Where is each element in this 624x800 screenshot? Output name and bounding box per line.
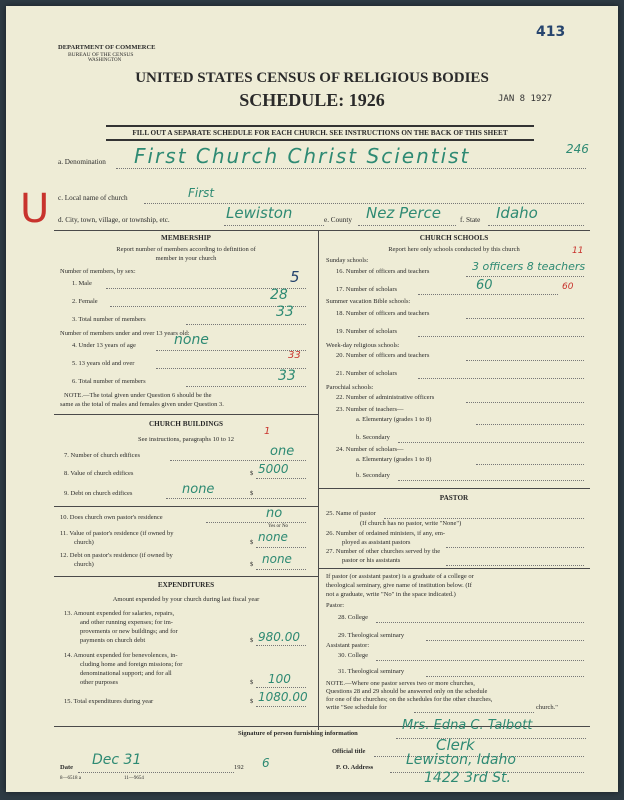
date-label: Date [60,764,73,771]
q20-label: 20. Number of officers and teachers [336,352,430,359]
membership-note-2: same as the total of males and females given under Question 3. [60,401,224,408]
q5-label: 5. 13 years old and over [72,360,135,367]
denomination-value: First Church Christ Scientist [134,144,471,168]
q13-label-2: and other running expenses; for im- [80,619,173,626]
q4-label: 4. Under 13 years of age [72,342,136,349]
q9-value: none [182,482,215,497]
q27-label-2: pastor or his assistants [342,557,401,564]
q11-dollar-sign: $ [250,539,254,546]
q14-label: 14. Amount expended for benevolences, in- [64,652,178,659]
members-by-age-label: Number of members under and over 13 years old: [60,330,190,337]
form-number: 8—6518 a [60,776,81,781]
pastor-heading: PASTOR [439,494,469,502]
state-value: Idaho [496,204,538,222]
q11-label-2: church) [74,539,94,546]
county-value: Nez Perce [366,204,442,222]
q22-label: 22. Number of administrative officers [336,394,435,401]
dept-name: DEPARTMENT OF COMMERCE [58,44,156,51]
po-address-value: Lewiston, Idaho [406,752,516,768]
schools-heading: CHURCH SCHOOLS [419,234,489,242]
q31-label: 31. Theological seminary [338,668,405,675]
pastor-note-5: church." [536,704,558,711]
expenditures-heading: EXPENDITURES [157,581,215,589]
local-name-value: First [188,186,215,200]
q16-label: 16. Number of officers and teachers [336,268,430,275]
graduate-instructions-3: not a graduate, write "No" in the space indicated.) [326,591,456,598]
q10-value: no [266,506,283,521]
q25-label: 25. Name of pastor [326,510,376,517]
form-title: UNITED STATES CENSUS OF RELIGIOUS BODIES [135,70,489,86]
q7-mark: 1 [264,426,271,437]
q18-label: 18. Number of officers and teachers [336,310,430,317]
q29-label: 29. Theological seminary [338,632,405,639]
margin-mark: U [20,186,50,232]
yes-no-caption: Yes or No [268,524,289,529]
q26-label: 26. Number of ordained ministers, if any, em- [326,530,446,537]
membership-intro: Report number of members according to definition of [116,246,256,253]
sunday-schools-label: Sunday schools: [326,257,369,264]
q8-value: 5000 [258,462,289,476]
q23b-label: b. Secondary [356,434,390,441]
q28-label: 28. College [338,614,368,621]
year-prefix: 192 [234,764,244,771]
official-title-label: Official title [332,748,366,755]
q6-label: 6. Total number of members [72,378,146,385]
q8-label: 8. Value of church edifices [64,470,134,477]
city-label: d. City, town, village, or township, etc. [58,216,170,224]
q19-label: 19. Number of scholars [336,328,398,335]
bureau-name: BUREAU OF THE CENSUS [68,52,134,58]
expenditures-intro: Amount expended by your church during last fiscal year [112,596,260,603]
date-value: Dec 31 [92,752,142,768]
city-value: Lewiston [226,204,293,222]
membership-heading: MEMBERSHIP [161,234,211,242]
q15-label: 15. Total expenditures during year [64,698,154,705]
pastor-note: NOTE.—Where one pastor serves two or more churches, [326,680,475,687]
q15-dollar-sign: $ [250,698,254,705]
official-title-value: Clerk [436,736,475,754]
po-address-label: P. O. Address [336,764,374,771]
q11-value: none [258,530,288,544]
q5-value: 33 [288,350,301,361]
q12-dollar-sign: $ [250,561,254,568]
bureau-city: WASHINGTON [88,58,122,63]
q13-label: 13. Amount expended for salaries, repairs, [64,610,175,617]
instruction-banner: FILL OUT A SEPARATE SCHEDULE FOR EACH CHURCH. SEE INSTRUCTIONS ON THE BACK OF THIS SHEET [132,129,508,137]
pastor-note-4: write "See schedule for [326,704,387,711]
census-schedule-page [6,6,618,792]
q21-label: 21. Number of scholars [336,370,398,377]
q14-dollar-sign: $ [250,679,254,686]
q11-label: 11. Value of pastor's residence (if owned by [60,530,174,537]
q2-value: 28 [270,287,288,303]
q10-label: 10. Does church own pastor's residence [60,514,163,521]
q27-label: 27. Number of other churches served by the [326,548,441,555]
po-address-street: 1422 3rd St. [424,770,511,786]
q17-mark: 60 [562,282,574,292]
signature-label: Signature of person furnishing information [238,730,358,737]
q23a-label: a. Elementary (grades 1 to 8) [356,416,432,423]
parochial-schools-label: Parochial schools: [326,384,374,391]
assistant-pastor-label: Assistant pastor: [326,642,370,649]
membership-note: NOTE.—The total given under Question 6 should be the [64,392,212,399]
q1-label: 1. Male [72,280,92,287]
q3-label: 3. Total number of members [72,316,146,323]
graduate-instructions-2: theological seminary, give name of institution below. (If [326,582,472,589]
summer-schools-label: Summer vacation Bible schools: [326,298,411,305]
year-value: 6 [262,756,270,770]
q8-dollar-sign: $ [250,470,254,477]
q6-value: 33 [278,368,296,384]
schedule-title: SCHEDULE: 1926 [239,90,385,110]
q9-dollar-sign: $ [250,490,254,497]
pastor-label: Pastor: [326,602,345,609]
county-label: e. County [324,216,352,224]
pastor-note-3: for one of the churches; on the schedules for the other churches, [326,696,493,703]
q7-value: one [270,444,295,459]
q14-label-4: other purposes [80,679,119,686]
pastor-note-2: Questions 28 and 29 should be answered only on the schedule [326,688,488,695]
q24-label: 24. Number of scholars— [336,446,404,453]
q1-value: 5 [290,268,300,286]
q25-note: (If church has no pastor, write "None") [360,520,462,527]
denomination-label: a. Denomination [58,158,106,166]
form-number-2: 11—9654 [124,776,144,781]
q13-label-3: provements or new buildings; and for [80,628,178,635]
q2-label: 2. Female [72,298,98,305]
q13-label-4: payments on church debt [80,637,146,644]
q4-value: none [174,332,209,348]
q12-value: none [262,552,292,566]
q14-label-2: cluding home and foreign missions; for [80,661,183,668]
q24a-label: a. Elementary (grades 1 to 8) [356,456,432,463]
buildings-heading: CHURCH BUILDINGS [148,420,224,428]
q13-value: 980.00 [258,630,300,644]
q16-value: 3 officers 8 teachers [472,260,586,273]
q15-value: 1080.00 [258,690,308,704]
q13-dollar-sign: $ [250,637,254,644]
received-stamp: JAN 8 1927 [498,94,553,104]
denomination-code: 246 [566,142,589,156]
q12-label-2: church) [74,561,94,568]
members-by-sex-label: Number of members, by sex: [60,268,136,275]
membership-intro-2: member in your church [155,255,217,262]
state-label: f. State [460,216,481,224]
q23-label: 23. Number of teachers— [336,406,404,413]
buildings-instructions: See instructions, paragraphs 10 to 12 [137,436,235,443]
q3-value: 33 [276,304,294,320]
signature-value: Mrs. Edna C. Talbott [402,718,533,733]
q14-value: 100 [268,672,291,686]
q17-value: 60 [476,278,493,293]
schools-intro: Report here only schools conducted by this church [388,246,520,253]
q12-label: 12. Debt on pastor's residence (if owned by [60,552,173,559]
q9-label: 9. Debt on church edifices [64,490,133,497]
q26-label-2: ployed as assistant pastors [342,539,411,546]
doc-number: 413 [536,24,566,40]
q17-label: 17. Number of scholars [336,286,398,293]
q24b-label: b. Secondary [356,472,390,479]
weekday-schools-label: Week-day religious schools: [326,342,400,349]
q30-label: 30. College [338,652,368,659]
q14-label-3: denominational support; and for all [80,670,172,677]
q7-label: 7. Number of church edifices [64,452,140,459]
q16-mark: 11 [572,246,584,256]
local-name-label: c. Local name of church [58,194,128,202]
graduate-instructions: If pastor (or assistant pastor) is a graduate of a college or [326,573,474,580]
